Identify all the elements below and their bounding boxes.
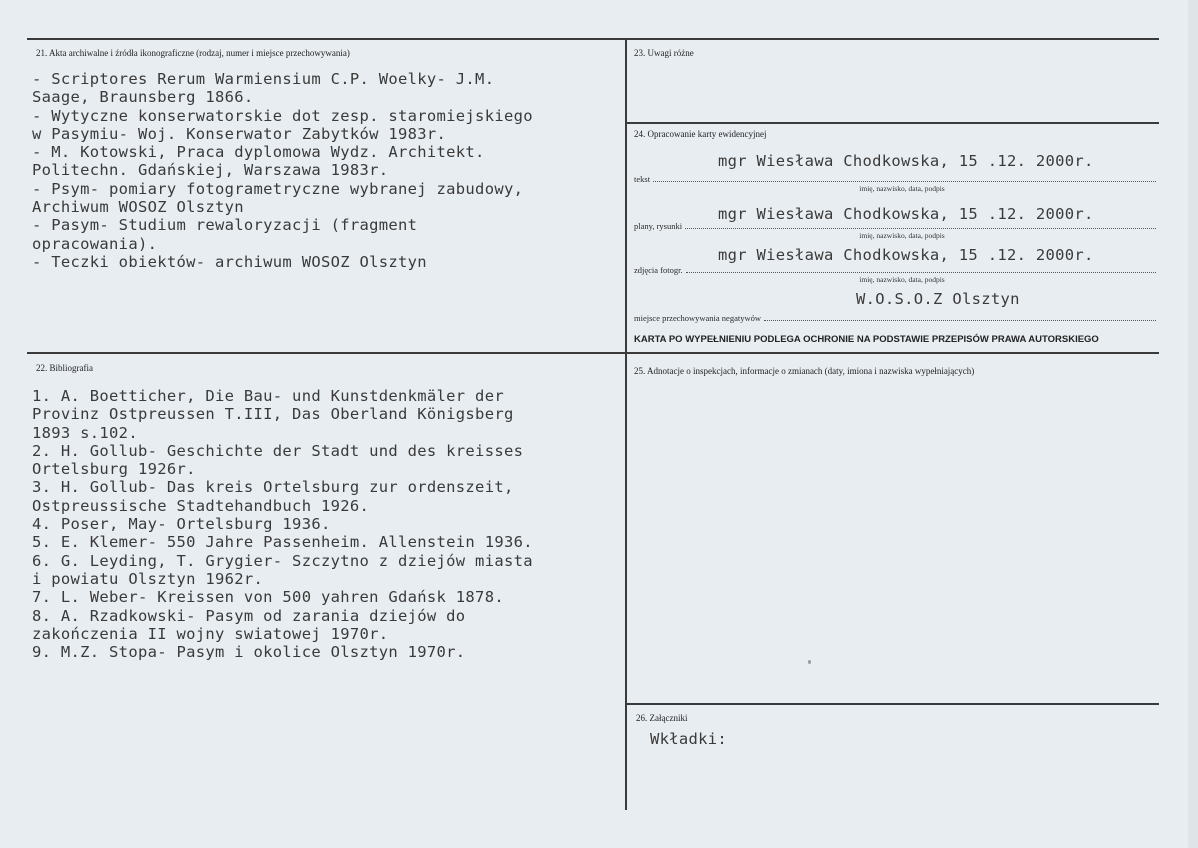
text-line: 7. L. Weber- Kreissen von 500 yahren Gdańsk 1878. bbox=[32, 588, 504, 607]
text-line: opracowania). bbox=[32, 234, 158, 253]
text-line: 1. A. Boetticher, Die Bau- und Kunstdenkmäler der bbox=[32, 387, 504, 405]
dotted-line bbox=[686, 272, 1156, 273]
attachments-value: Wkładki: bbox=[650, 730, 728, 748]
text-line: w Pasymiu- Woj. Konserwator Zabytków 1983r. bbox=[32, 124, 447, 143]
text-line: - Psym- pomiary fotogrametryczne wybranej zabudowy, bbox=[32, 179, 524, 198]
text-line: - M. Kotowski, Praca dyplomowa Wydz. Architekt. bbox=[32, 143, 485, 162]
text-line: Archiwum WOSOZ Olsztyn bbox=[32, 198, 244, 217]
paper-speck bbox=[808, 660, 811, 664]
section-22-text bbox=[32, 387, 533, 661]
top-rule bbox=[27, 38, 1159, 40]
text-line: - Scriptores Rerum Warmiensium C.P. Woelky- J.M. bbox=[32, 70, 495, 88]
signature-caption: imię, nazwisko, data, podpis bbox=[859, 275, 945, 284]
text-line: 1893 s.102. bbox=[32, 423, 138, 442]
copyright-notice: KARTA PO WYPEŁNIENIU PODLEGA OCHRONIE NA PODSTAWIE PRZEPISÓW PRAWA AUTORSKIEGO bbox=[634, 334, 1099, 345]
section-22-label: 22. Bibliografia bbox=[36, 363, 93, 373]
page-edge bbox=[1188, 0, 1198, 848]
text-line: 6. G. Leyding, T. Grygier- Szczytno z dziejów miasta bbox=[32, 551, 533, 570]
field-label: tekst bbox=[634, 174, 651, 184]
field-zdjecia-row bbox=[634, 265, 1156, 275]
text-line: 9. M.Z. Stopa- Pasym i okolice Olsztyn 1970r. bbox=[32, 643, 466, 662]
text-line: 4. Poser, May- Ortelsburg 1936. bbox=[32, 515, 331, 534]
author-photos: mgr Wiesława Chodkowska, 15 .12. 2000r. bbox=[718, 246, 1094, 264]
dotted-line bbox=[764, 320, 1156, 321]
section-23-label: 23. Uwagi różne bbox=[634, 48, 694, 58]
text-line: Saage, Braunsberg 1866. bbox=[32, 88, 254, 107]
middle-rule bbox=[27, 352, 1159, 354]
author-text: mgr Wiesława Chodkowska, 15 .12. 2000r. bbox=[718, 152, 1094, 170]
section-26-label: 26. Załączniki bbox=[636, 713, 688, 723]
text-line: 5. E. Klemer- 550 Jahre Passenheim. Allenstein 1936. bbox=[32, 533, 533, 552]
text-line: - Teczki obiektów- archiwum WOSOZ Olsztyn bbox=[32, 252, 427, 271]
center-divider bbox=[625, 38, 627, 810]
field-label: zdjęcia fotogr. bbox=[634, 265, 683, 275]
text-line: - Pasym- Studium rewaloryzacji (fragment bbox=[32, 216, 418, 235]
section-25-label: 25. Adnotacje o inspekcjach, informacje o zmianach (daty, imiona i nazwiska wypełniających) bbox=[634, 366, 975, 376]
text-line: Ortelsburg 1926r. bbox=[32, 460, 196, 479]
text-line: 8. A. Rzadkowski- Pasym od zarania dziejów do bbox=[32, 606, 466, 625]
section-21-text bbox=[32, 70, 533, 271]
rule-23-24 bbox=[626, 122, 1159, 124]
signature-caption: imię, nazwisko, data, podpis bbox=[859, 231, 945, 240]
field-label: miejsce przechowywania negatywów bbox=[634, 313, 761, 323]
dotted-line bbox=[653, 181, 1156, 182]
field-label: plany, rysunki bbox=[634, 221, 683, 231]
rule-25-26 bbox=[626, 703, 1159, 705]
text-line: 2. H. Gollub- Geschichte der Stadt und des kreisses bbox=[32, 441, 524, 460]
text-line: Politechn. Gdańskiej, Warszawa 1983r. bbox=[32, 161, 389, 180]
field-negatives-row bbox=[634, 313, 1156, 323]
field-plany-row bbox=[634, 221, 1156, 231]
text-line: zakończenia II wojny swiatowej 1970r. bbox=[32, 624, 389, 643]
text-line: - Wytyczne konserwatorskie dot zesp. staromiejskiego bbox=[32, 106, 533, 125]
section-21-label: 21. Akta archiwalne i źródła ikonograficzne (rodzaj, numer i miejsce przechowywania) bbox=[36, 48, 350, 58]
text-line: i powiatu Olsztyn 1962r. bbox=[32, 569, 264, 588]
field-tekst-row bbox=[634, 174, 1156, 184]
signature-caption: imię, nazwisko, data, podpis bbox=[859, 184, 945, 193]
text-line: Ostpreussische Stadtehandbuch 1926. bbox=[32, 496, 370, 515]
dotted-line bbox=[685, 228, 1156, 229]
text-line: 3. H. Gollub- Das kreis Ortelsburg zur ordenszeit, bbox=[32, 478, 514, 497]
author-plans: mgr Wiesława Chodkowska, 15 .12. 2000r. bbox=[718, 205, 1094, 223]
negatives-location-value: W.O.S.O.Z Olsztyn bbox=[856, 290, 1020, 308]
text-line: Provinz Ostpreussen T.III, Das Oberland Königsberg bbox=[32, 405, 514, 424]
section-24-label: 24. Opracowanie karty ewidencyjnej bbox=[634, 129, 767, 139]
